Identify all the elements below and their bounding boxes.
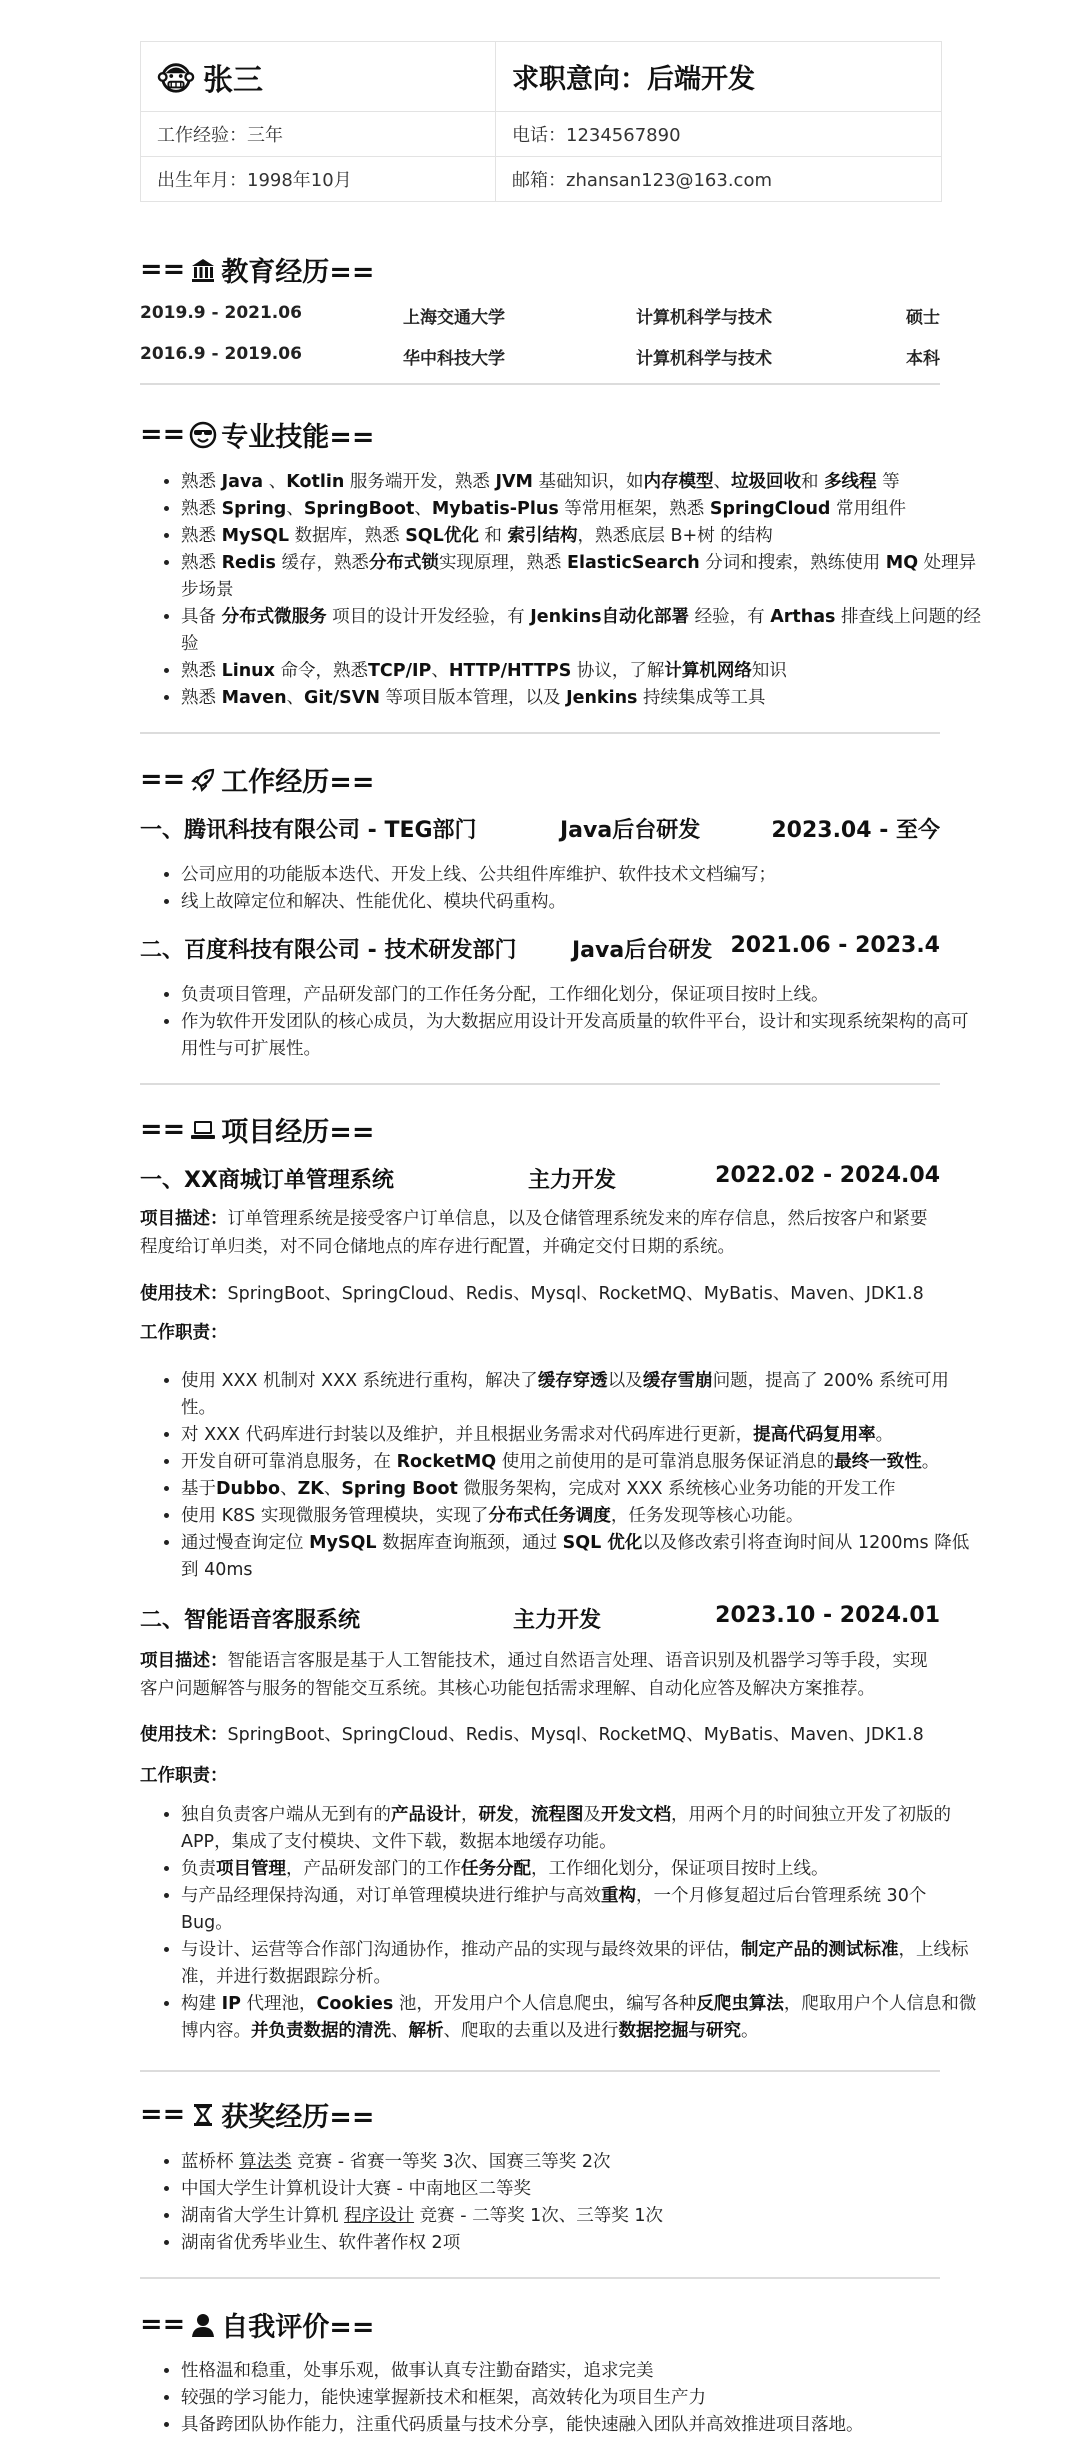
list-item: • 蓝桥杯 算法类 竞赛 - 省赛一等奖 3次、国赛三等奖 2次 bbox=[181, 2149, 981, 2176]
label: 使用技术： bbox=[140, 1284, 228, 1304]
heading-prefix: == bbox=[140, 2099, 186, 2130]
list-item: • 公司应用的功能版本迭代、开发上线、公共组件库维护、软件技术文档编写； bbox=[181, 862, 981, 889]
info-row-name bbox=[141, 42, 941, 111]
hourglass-icon bbox=[189, 2101, 217, 2129]
phone: 电话：1234567890 bbox=[512, 125, 681, 146]
laptop-icon bbox=[189, 1116, 217, 1144]
list-item: • 负责项目管理，产品研发部门的工作任务分配，工作细化划分，保证项目按时上线。 bbox=[181, 982, 981, 1009]
work-experience: 工作经验：三年 bbox=[141, 112, 496, 156]
project-role: 主力开发 bbox=[513, 1608, 602, 1633]
list-item: • 使用 K8S 实现微服务管理模块，实现了分布式任务调度，任务发现等核心功能。 bbox=[181, 1503, 981, 1530]
list-item: • 与产品经理保持沟通，对订单管理模块进行维护与高效重构，一个月修复超过后台管理系统 30个 Bug。 bbox=[181, 1883, 981, 1937]
label: 工作职责： bbox=[140, 1766, 228, 1786]
heading-title: 教育经历== bbox=[221, 257, 375, 288]
section-project-heading bbox=[140, 1110, 940, 1149]
list-item: • 通过慢查询定位 MySQL 数据库查询瓶颈，通过 SQL 优化以及修改索引将查询时间从 1200ms 降低到 40ms bbox=[181, 1530, 981, 1584]
intent-cell bbox=[496, 42, 939, 111]
candidate-name: 张三 bbox=[203, 62, 263, 98]
list-item: • 使用 XXX 机制对 XXX 系统进行重构，解决了缓存穿透以及缓存雪崩问题，提高了 200% 系统可用性。 bbox=[181, 1368, 981, 1422]
list-item: • 构建 IP 代理池，Cookies 池，开发用户个人信息爬虫，编写各种反爬虫算法，爬取用户个人信息和微博内容。并负责数据的清洗、解析、爬取的去重以及进行数据挖掘与研究。 bbox=[181, 1991, 981, 2045]
list-item: • 负责项目管理，产品研发部门的工作任务分配，工作细化划分，保证项目按时上线。 bbox=[181, 1856, 981, 1883]
project-tech bbox=[140, 1280, 940, 1308]
heading-prefix: == bbox=[140, 419, 186, 450]
edu-degree: 本科 bbox=[906, 349, 940, 369]
heading-title: 获奖经历== bbox=[221, 2102, 375, 2133]
value: 订单管理系统是接受客户订单信息，以及仓储管理系统发来的库存信息，然后按客户和紧要程度给订单归类，对不同仓储地点的库存进行配置，并确定交付日期的系统。 bbox=[140, 1209, 928, 1257]
period: 2021.06 - 2023.4 bbox=[730, 933, 940, 958]
role: Java后台研发 bbox=[572, 938, 713, 963]
project-name: 一、XX商城订单管理系统 bbox=[140, 1168, 394, 1193]
list-item: • 熟悉 MySQL 数据库，熟悉 SQL优化 和 索引结构，熟悉底层 B+树 的结构 bbox=[181, 523, 981, 550]
divider bbox=[140, 732, 940, 734]
education-row bbox=[140, 344, 940, 370]
role: Java后台研发 bbox=[560, 818, 701, 843]
list-item: • 熟悉 Linux 命令，熟悉TCP/IP、HTTP/HTTPS 协议，了解计算机网络知识 bbox=[181, 658, 981, 685]
section-awards-heading bbox=[140, 2095, 940, 2134]
label: 项目描述： bbox=[140, 1651, 228, 1671]
list-item: • 较强的学习能力，能快速掌握新技术和框架，高效转化为项目生产力 bbox=[181, 2385, 981, 2412]
project-role: 主力开发 bbox=[528, 1168, 617, 1193]
list-item: • 湖南省优秀毕业生、软件著作权 2项 bbox=[181, 2230, 981, 2257]
divider bbox=[140, 2070, 940, 2072]
education-row bbox=[140, 303, 940, 329]
section-work-heading bbox=[140, 760, 940, 799]
edu-period: 2019.9 - 2021.06 bbox=[140, 303, 302, 323]
heading-title: 工作经历== bbox=[221, 767, 375, 798]
value: SpringBoot、SpringCloud、Redis、Mysql、RocketMQ、MyBatis、Maven、JDK1.8 bbox=[227, 1725, 924, 1745]
birth-date: 出生年月：1998年10月 bbox=[141, 157, 496, 201]
list-item: • 熟悉 Maven、Git/SVN 等项目版本管理，以及 Jenkins 持续集成等工具 bbox=[181, 685, 981, 712]
project-duty-label bbox=[140, 1762, 940, 1790]
list-item: • 对 XXX 代码库进行封装以及维护，并且根据业务需求对代码库进行更新，提高代码复用率。 bbox=[181, 1422, 981, 1449]
skills-list bbox=[140, 469, 981, 712]
list-item: • 熟悉 Redis 缓存，熟悉分布式锁实现原理，熟悉 ElasticSearch 分词和搜索，熟练使用 MQ 处理异步场景 bbox=[181, 550, 981, 604]
list-item: • 基于Dubbo、ZK、Spring Boot 微服务架构，完成对 XXX 系统核心业务功能的开发工作 bbox=[181, 1476, 981, 1503]
job-intent: 求职意向：后端开发 bbox=[512, 64, 755, 95]
project-period: 2022.02 - 2024.04 bbox=[715, 1163, 940, 1188]
edu-major: 计算机科学与技术 bbox=[636, 349, 772, 369]
company: 一、腾讯科技有限公司 - TEG部门 bbox=[140, 818, 477, 843]
edu-degree: 硕士 bbox=[906, 308, 940, 328]
heading-prefix: == bbox=[140, 2309, 186, 2340]
project-description bbox=[140, 1205, 940, 1261]
project-duties-list bbox=[140, 1802, 981, 2045]
rocket-icon bbox=[189, 766, 217, 794]
project-tech bbox=[140, 1721, 940, 1749]
project-title-row bbox=[140, 1163, 940, 1197]
edu-period: 2016.9 - 2019.06 bbox=[140, 344, 302, 364]
job-duties-list bbox=[140, 862, 981, 916]
heading-prefix: == bbox=[140, 1114, 186, 1145]
label: 工作职责： bbox=[140, 1323, 228, 1343]
section-skills-heading bbox=[140, 415, 940, 454]
edu-school: 华中科技大学 bbox=[403, 349, 505, 369]
awards-list bbox=[140, 2149, 981, 2257]
list-item: • 作为软件开发团队的核心成员，为大数据应用设计开发高质量的软件平台，设计和实现系统架构的高可用性与可扩展性。 bbox=[181, 1009, 981, 1063]
project-description bbox=[140, 1647, 940, 1703]
cool-face-icon bbox=[189, 421, 217, 449]
period: 2023.04 - 至今 bbox=[771, 818, 940, 843]
section-self-heading bbox=[140, 2305, 940, 2344]
job-title-row bbox=[140, 933, 940, 967]
project-name: 二、智能语音客服系统 bbox=[140, 1608, 361, 1633]
value: SpringBoot、SpringCloud、Redis、Mysql、RocketMQ、MyBatis、Maven、JDK1.8 bbox=[227, 1284, 924, 1304]
divider bbox=[140, 2277, 940, 2279]
heading-prefix: == bbox=[140, 254, 186, 285]
heading-title: 专业技能== bbox=[221, 422, 375, 453]
list-item: • 熟悉 Spring、SpringBoot、Mybatis-Plus 等常用框架，熟悉 SpringCloud 常用组件 bbox=[181, 496, 981, 523]
project-period: 2023.10 - 2024.01 bbox=[715, 1603, 940, 1628]
list-item: • 熟悉 Java 、Kotlin 服务端开发，熟悉 JVM 基础知识，如内存模型、垃圾回收和 多线程 等 bbox=[181, 469, 981, 496]
list-item: • 具备 分布式微服务 项目的设计开发经验，有 Jenkins自动化部署 经验，有 Arthas 排查线上问题的经验 bbox=[181, 604, 981, 658]
label: 项目描述： bbox=[140, 1209, 228, 1229]
person-icon bbox=[189, 2311, 217, 2339]
project-duty-label bbox=[140, 1319, 940, 1347]
list-item: • 线上故障定位和解决、性能优化、模块代码重构。 bbox=[181, 889, 981, 916]
email: 邮箱：zhansan123@163.com bbox=[512, 170, 772, 191]
value: 智能语言客服是基于人工智能技术，通过自然语言处理、语音识别及机器学习等手段，实现客户问题解答与服务的智能交互系统。其核心功能包括需求理解、自动化应答及解决方案推荐。 bbox=[140, 1651, 928, 1699]
section-education-heading bbox=[140, 250, 940, 289]
self-eval-list bbox=[140, 2358, 981, 2439]
heading-prefix: == bbox=[140, 764, 186, 795]
list-item: • 湖南省大学生计算机 程序设计 竞赛 - 二等奖 1次、三等奖 1次 bbox=[181, 2203, 981, 2230]
info-row-3 bbox=[141, 156, 941, 201]
monkey-avatar-icon bbox=[157, 58, 195, 96]
school-icon bbox=[189, 256, 217, 284]
name-cell bbox=[141, 42, 496, 111]
list-item: • 具备跨团队协作能力，注重代码质量与技术分享，能快速融入团队并高效推进项目落地。 bbox=[181, 2412, 981, 2439]
list-item: • 开发自研可靠消息服务，在 RocketMQ 使用之前使用的是可靠消息服务保证消息的最终一致性。 bbox=[181, 1449, 981, 1476]
list-item: • 独自负责客户端从无到有的产品设计，研发，流程图及开发文档，用两个月的时间独立开发了初版的 APP，集成了支付模块、文件下载，数据本地缓存功能。 bbox=[181, 1802, 981, 1856]
edu-school: 上海交通大学 bbox=[403, 308, 505, 328]
list-item: • 中国大学生计算机设计大赛 - 中南地区二等奖 bbox=[181, 2176, 981, 2203]
divider bbox=[140, 1083, 940, 1085]
list-item: • 与设计、运营等合作部门沟通协作，推动产品的实现与最终效果的评估，制定产品的测试标准，上线标准，并进行数据跟踪分析。 bbox=[181, 1937, 981, 1991]
label: 使用技术： bbox=[140, 1725, 228, 1745]
info-table bbox=[140, 41, 942, 202]
company: 二、百度科技有限公司 - 技术研发部门 bbox=[140, 938, 517, 963]
project-title-row bbox=[140, 1603, 940, 1637]
heading-title: 自我评价== bbox=[221, 2312, 375, 2343]
divider bbox=[140, 383, 940, 385]
job-title-row bbox=[140, 813, 940, 847]
edu-major: 计算机科学与技术 bbox=[636, 308, 772, 328]
project-duties-list bbox=[140, 1368, 981, 1584]
heading-title: 项目经历== bbox=[221, 1117, 375, 1148]
info-row-2 bbox=[141, 111, 941, 156]
list-item: • 性格温和稳重，处事乐观，做事认真专注勤奋踏实，追求完美 bbox=[181, 2358, 981, 2385]
job-duties-list bbox=[140, 982, 981, 1063]
